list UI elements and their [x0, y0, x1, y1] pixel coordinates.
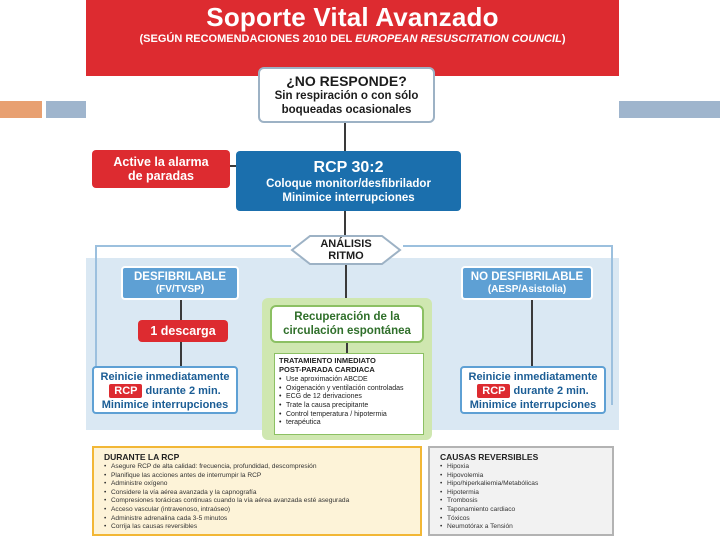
reinicio-right-line1: Reinicie inmediatamente: [468, 371, 598, 383]
no-responde-line2: boqueadas ocasionales: [281, 104, 412, 116]
list-item: • Trate la causa precipitante: [279, 402, 419, 411]
analisis-line2: RITMO: [328, 250, 364, 262]
list-item: • terapéutica: [279, 419, 419, 428]
list-item: • Compresiones torácicas continuas cuando la vía aérea avanzada esté asegurada: [104, 497, 410, 506]
no-desfibrilable-box: [461, 266, 593, 300]
accent-bar-left: [0, 101, 42, 118]
page-title: Soporte Vital Avanzado: [206, 2, 499, 32]
list-item: • Administre oxígeno: [104, 480, 410, 489]
list-item: • Administre adrenalina cada 3-5 minutos: [104, 515, 410, 524]
list-item: • Use aproximación ABCDE: [279, 376, 419, 385]
reinicio-left-line2: RCP durante 2 min.: [94, 384, 236, 398]
analisis-line1: ANÁLISIS: [320, 238, 372, 250]
desfibrilable-title: DESFIBRILABLE: [134, 271, 226, 283]
descarga-label: 1 descarga: [150, 324, 216, 338]
tratamiento-title2: POST-PARADA CARDIACA: [279, 364, 375, 374]
connector: [346, 343, 348, 353]
connector: [611, 245, 613, 405]
no-responde-heading: ¿NO RESPONDE?: [286, 73, 407, 89]
list-item: • Considere la vía aérea avanzada y la capnografía: [104, 489, 410, 498]
desfibrilable-box: [121, 266, 239, 300]
list-item: • Oxigenación y ventilación controladas: [279, 385, 419, 394]
list-item: • Acceso vascular (intravenoso, intraóseo): [104, 506, 410, 515]
list-item: • Neumotórax a Tensión: [440, 523, 602, 532]
reinicio-right-box: [460, 366, 606, 414]
causas-title: CAUSAS REVERSIBLES: [440, 452, 539, 462]
connector: [180, 300, 182, 320]
no-desfibrilable-sub: (AESP/Asistolia): [487, 284, 567, 295]
title-banner: [86, 0, 619, 76]
rcp-line2: Minimice interrupciones: [282, 191, 415, 204]
durante-rcp-title: DURANTE LA RCP: [104, 452, 180, 462]
reinicio-left-box: [92, 366, 238, 414]
tratamiento-box: [274, 353, 424, 435]
connector: [344, 123, 346, 151]
accent-bar-left-2: [46, 101, 86, 118]
recuperacion-line1: Recuperación de la: [294, 311, 400, 323]
desfibrilable-sub: (FV/TVSP): [155, 284, 205, 295]
connector: [180, 342, 182, 366]
rcp-badge: RCP: [477, 384, 510, 398]
descarga-box: [138, 320, 228, 342]
connector: [95, 245, 291, 247]
alarma-box: [92, 150, 230, 188]
list-item: • Hipotermia: [440, 489, 602, 498]
rcp-badge: RCP: [109, 384, 142, 398]
list-item: • ECG de 12 derivaciones: [279, 393, 419, 402]
alarma-line2: de paradas: [127, 169, 194, 183]
recuperacion-box: [270, 305, 424, 343]
connector: [403, 245, 613, 247]
rcp-heading: RCP 30:2: [313, 158, 384, 176]
analisis-text: [300, 236, 392, 264]
recuperacion-line2: circulación espontánea: [283, 325, 411, 337]
rcp-box: [236, 151, 461, 211]
durante-rcp-box: [92, 446, 422, 536]
reinicio-left-line1: Reinicie inmediatamente: [100, 371, 230, 383]
list-item: • Trombosis: [440, 497, 602, 506]
reinicio-left-line3: Minimice interrupciones: [101, 399, 229, 411]
list-item: • Tóxicos: [440, 515, 602, 524]
reinicio-right-line2: RCP durante 2 min.: [462, 384, 604, 398]
causas-box: [428, 446, 614, 536]
no-responde-box: [258, 67, 435, 123]
list-item: • Planifique las acciones antes de interrumpir la RCP: [104, 472, 410, 481]
accent-bar-right: [619, 101, 720, 118]
tratamiento-title1: TRATAMIENTO INMEDIATO: [279, 356, 376, 365]
list-item: • Control temperatura / hipotermia: [279, 411, 419, 420]
list-item: • Hipoxia: [440, 463, 602, 472]
page-subtitle: (SEGÚN RECOMENDACIONES 2010 DEL EUROPEAN RESUSCITATION COUNCIL): [139, 33, 566, 45]
causas-list: [440, 463, 602, 532]
tratamiento-list: [279, 376, 419, 428]
list-item: • Asegure RCP de alta calidad: frecuencia, profundidad, descompresión: [104, 463, 410, 472]
connector: [344, 211, 346, 235]
no-responde-line1: Sin respiración o con sólo: [274, 90, 419, 102]
connector: [531, 300, 533, 366]
alarma-line1: Active la alarma: [113, 155, 209, 169]
list-item: • Hipovolemia: [440, 472, 602, 481]
list-item: • Taponamiento cardiaco: [440, 506, 602, 515]
list-item: • Hipo/hiperkaliemia/Metabólicas: [440, 480, 602, 489]
no-desfibrilable-title: NO DESFIBRILABLE: [470, 271, 584, 283]
rcp-line1: Coloque monitor/desfibrilador: [266, 177, 431, 190]
reinicio-right-line3: Minimice interrupciones: [469, 399, 597, 411]
list-item: • Corrija las causas reversibles: [104, 523, 410, 532]
durante-rcp-list: [104, 463, 410, 532]
